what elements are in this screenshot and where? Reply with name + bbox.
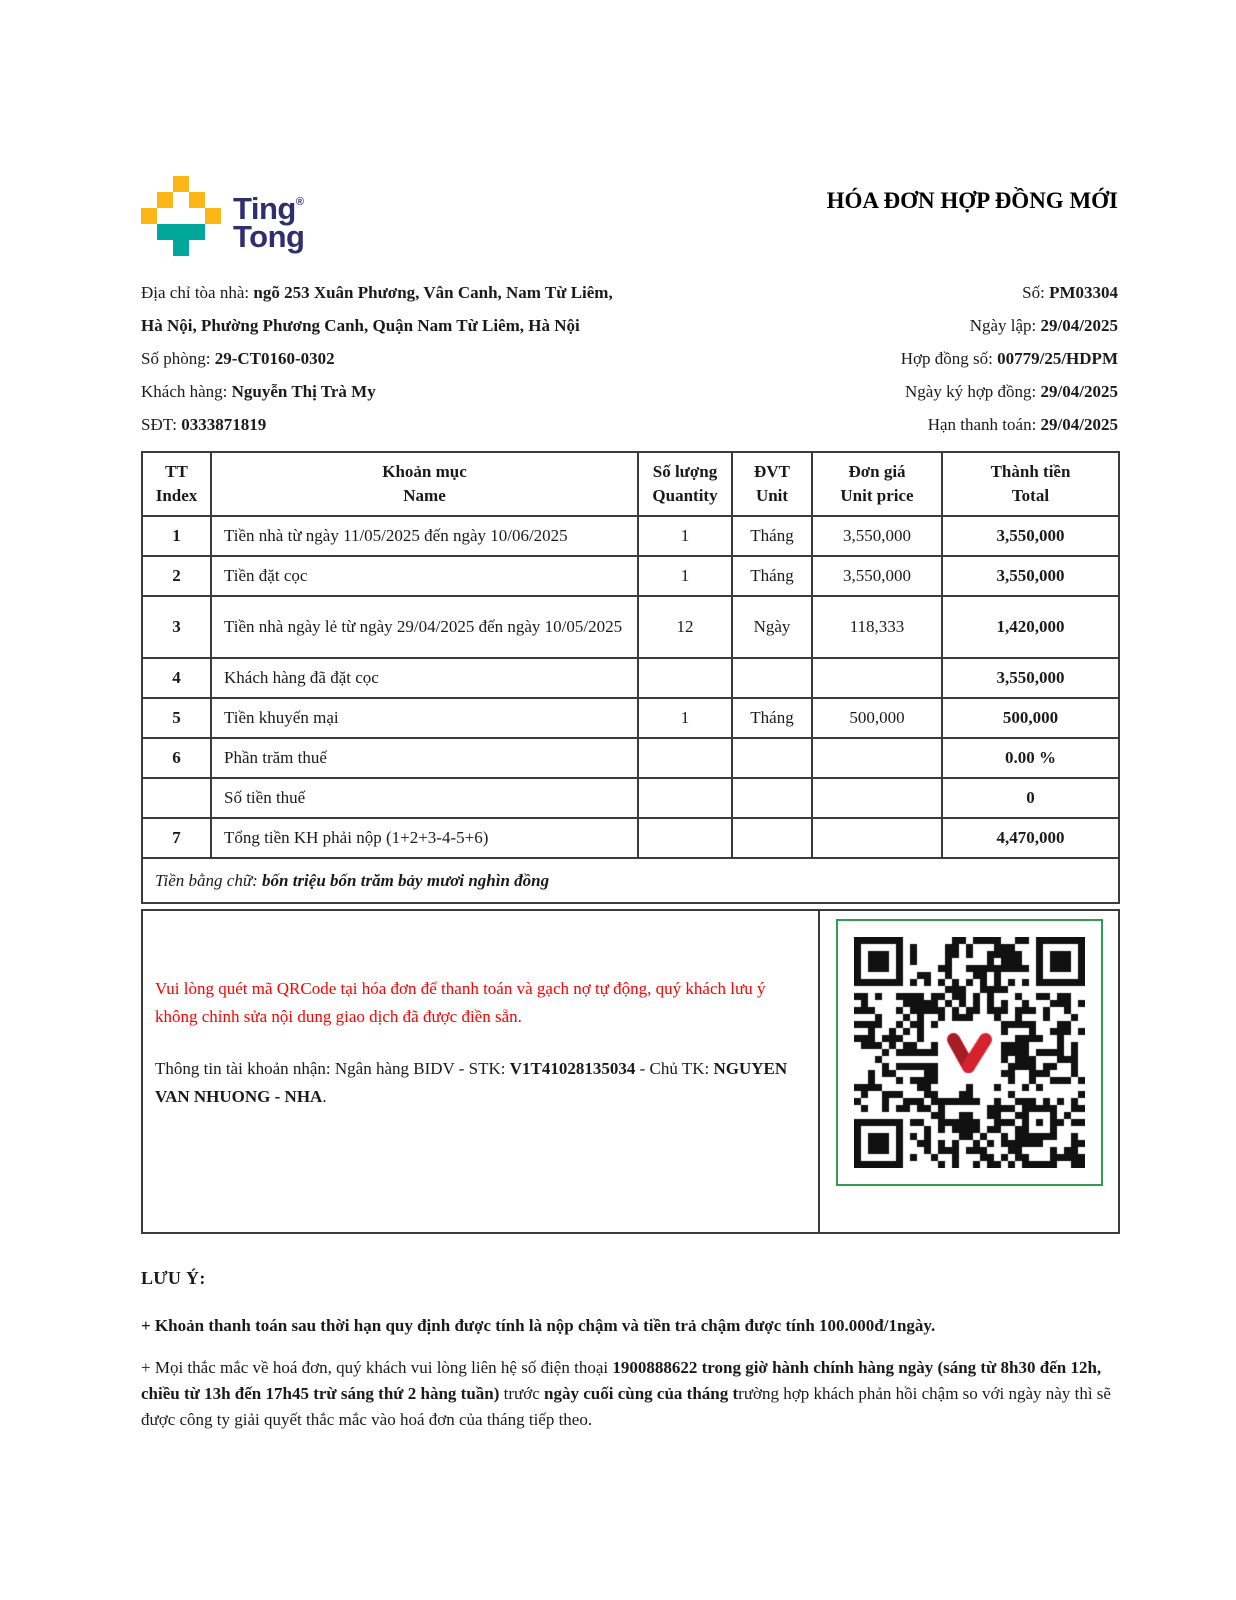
bank-account-holder: NGUYEN VAN NHUONG - NHA: [155, 1059, 788, 1106]
amount-in-words-row: [142, 858, 1119, 903]
invoice-title: HÓA ĐƠN HỢP ĐỒNG MỚI: [826, 188, 1118, 213]
header: [141, 176, 1118, 260]
table-row: 3 Tiền nhà ngày lẻ từ ngày 29/04/2025 đến ngày 10/05/2025 12 Ngày 118,333 1,420,000: [142, 596, 1119, 658]
logo-word-tong: Tong: [233, 219, 305, 254]
registered-mark: ®: [295, 196, 304, 208]
table-row: 5 Tiền khuyến mại 1 Tháng 500,000 500,000: [142, 698, 1119, 738]
bank-account-info: Thông tin tài khoản nhận: Ngân hàng BIDV - STK: V1T41028135034 - Chủ TK: NGUYEN VAN NHUONG - NHA.: [155, 1059, 788, 1106]
amount-in-words-label: Tiền bằng chữ:: [155, 870, 263, 890]
table-row: 2 Tiền đặt cọc 1 Tháng 3,550,000 3,550,000: [142, 556, 1119, 596]
footer-notes: [141, 1268, 1118, 1433]
invoice-meta: [768, 276, 1118, 441]
customer-info: [141, 276, 741, 441]
qr-payment-warning: Vui lòng quét mã QRCode tại hóa đơn để thanh toán và gạch nợ tự động, quý khách lưu ý không chỉnh sửa nội dung giao dịch đã được điền sẵn.: [155, 979, 766, 1026]
table-row: 1 Tiền nhà từ ngày 11/05/2025 đến ngày 10/06/2025 1 Tháng 3,550,000 3,550,000: [142, 516, 1119, 556]
invoice-number: Số: PM03304: [1022, 283, 1118, 302]
col-header-total: Thành tiền Total: [942, 452, 1119, 516]
qr-code-frame: [836, 919, 1103, 1186]
amount-in-words-value: bốn triệu bốn trăm bảy mươi nghìn đồng: [262, 870, 550, 890]
late-payment-note: + Khoản thanh toán sau thời hạn quy định được tính là nộp chậm và tiền trả chậm được tính 100.000đ/1ngày.: [141, 1316, 936, 1335]
logo-wordmark: [233, 176, 305, 254]
bank-account-number: V1T41028135034: [509, 1059, 636, 1078]
hotline-number: 1900888622 trong giờ hành chính hàng ngày (sáng từ 8h30 đến 12h, chiều từ 13h đến 17h45 trừ sáng thứ 2 hàng tuần): [141, 1358, 1102, 1403]
payment-due-date: Hạn thanh toán: 29/04/2025: [927, 415, 1118, 434]
payment-note-cell: [142, 910, 819, 1233]
col-header-index: TT Index: [142, 452, 211, 516]
info-section: [141, 276, 1118, 441]
invoice-table: [141, 451, 1120, 904]
col-header-name: Khoản mục Name: [211, 452, 638, 516]
contract-sign-date: Ngày ký hợp đồng: 29/04/2025: [905, 382, 1118, 401]
table-row: 7 Tổng tiền KH phải nộp (1+2+3-4-5+6) 4,470,000: [142, 818, 1119, 858]
customer-phone: SĐT: 0333871819: [141, 415, 267, 434]
issue-date: Ngày lập: 29/04/2025: [969, 316, 1118, 335]
hotline-note: + Mọi thắc mắc về hoá đơn, quý khách vui lòng liên hệ số điện thoại 1900888622 trong giờ hành chính hàng ngày (sáng từ 8h30 đến 12h, chiều từ 13h đến 17h45 trừ sáng thứ 2 hàng tuần) trước ngày cuối cùng của tháng trường hợp khách phản hồi chậm so với ngày này thì sẽ được công ty giải quyết thắc mắc vào hoá đơn của tháng tiếp theo.: [141, 1358, 1111, 1429]
contract-number: Hợp đồng số: 00779/25/HDPM: [900, 349, 1118, 368]
col-header-unit-price: Đơn giá Unit price: [812, 452, 942, 516]
table-header-row: [142, 452, 1119, 516]
table-row: Số tiền thuế 0: [142, 778, 1119, 818]
room-number: Số phòng: 29-CT0160-0302: [141, 349, 335, 368]
col-header-quantity: Số lượng Quantity: [638, 452, 732, 516]
tingtong-logo-icon: [141, 176, 221, 256]
notes-heading: LƯU Ý:: [141, 1268, 206, 1288]
customer-name: Khách hàng: Nguyễn Thị Trà My: [141, 382, 376, 401]
table-row: 6 Phần trăm thuế 0.00 %: [142, 738, 1119, 778]
building-address-line2: Hà Nội, Phường Phương Canh, Quận Nam Từ Liêm, Hà Nội: [141, 316, 580, 335]
building-address-line1: Địa chỉ tòa nhà: ngõ 253 Xuân Phương, Vân Canh, Nam Từ Liêm,: [141, 283, 613, 302]
qr-code-cell: [819, 910, 1119, 1233]
col-header-unit: ĐVT Unit: [732, 452, 812, 516]
payment-section: [141, 909, 1120, 1234]
logo-word-ting: Ting: [233, 191, 296, 226]
table-row: 4 Khách hàng đã đặt cọc 3,550,000: [142, 658, 1119, 698]
qr-code: [854, 937, 1085, 1168]
invoice-page: [141, 0, 1118, 1433]
